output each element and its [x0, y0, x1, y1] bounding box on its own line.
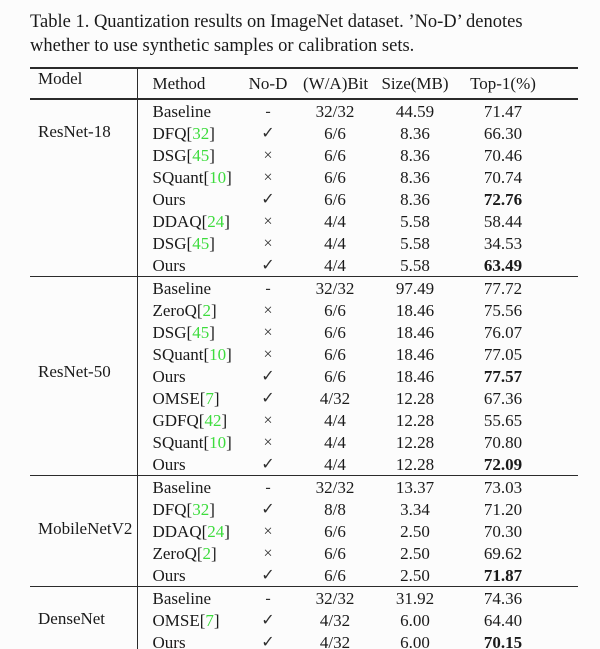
spacer-cell: [543, 631, 578, 649]
top1-cell: 55.65: [483, 410, 523, 430]
check-icon: ✓: [261, 501, 275, 518]
column-header-top1: Top-1(%): [463, 68, 543, 99]
model-label: MobileNetV2: [38, 519, 133, 538]
no-data-cell: [233, 542, 303, 564]
size-cell: 8.36: [400, 167, 430, 187]
bits-cell: 6/6: [324, 565, 346, 585]
no-data-cell: [233, 476, 303, 499]
no-data-cell: [233, 498, 303, 520]
spacer-cell: [543, 321, 578, 343]
method-cell: Ours: [137, 254, 233, 277]
model-cell: [30, 99, 137, 277]
citation-link[interactable]: 32: [192, 499, 210, 519]
size-cell: 5.58: [400, 255, 430, 275]
table-row: [30, 277, 578, 300]
no-data-cell: [233, 387, 303, 409]
bits-cell: 4/32: [319, 388, 351, 408]
spacer-cell: [543, 564, 578, 587]
no-data-cell: [233, 122, 303, 144]
size-cell: 8.36: [400, 123, 430, 143]
method-cell: DSG[45]: [137, 321, 233, 343]
method-cell: ZeroQ[2]: [137, 542, 233, 564]
top1-cell: 70.15: [483, 632, 523, 649]
citation-link[interactable]: 32: [192, 123, 210, 143]
size-cell: 18.46: [395, 344, 435, 364]
cross-icon: ×: [263, 302, 273, 319]
no-data-cell: [233, 609, 303, 631]
spacer-cell: [543, 520, 578, 542]
size-cell: 97.49: [367, 277, 463, 300]
top1-cell: 77.57: [483, 366, 523, 386]
citation-link[interactable]: 45: [192, 145, 210, 165]
top1-cell: 74.36: [463, 587, 543, 610]
table-row: [30, 587, 578, 610]
size-cell: 2.50: [400, 521, 430, 541]
spacer-cell: [543, 587, 578, 610]
method-cell: Ours: [137, 564, 233, 587]
spacer-cell: [543, 254, 578, 277]
no-data-cell: [233, 299, 303, 321]
spacer-cell: [543, 453, 578, 476]
citation-link[interactable]: 45: [192, 233, 210, 253]
spacer-cell: [543, 99, 578, 122]
bits-cell: 6/6: [324, 366, 346, 386]
top1-cell: 70.80: [483, 432, 523, 452]
bits-cell: 6/6: [324, 189, 346, 209]
bits-cell: 32/32: [303, 476, 367, 499]
method-cell: DSG[45]: [137, 232, 233, 254]
top1-cell: 71.47: [463, 99, 543, 122]
table-body: [30, 99, 578, 649]
method-cell: Baseline: [137, 99, 233, 122]
column-header-method: Method: [137, 68, 233, 99]
top1-cell: 64.40: [483, 610, 523, 630]
top1-cell: 73.03: [463, 476, 543, 499]
column-header-size: Size(MB): [367, 68, 463, 99]
size-cell: 12.28: [395, 432, 435, 452]
method-cell: SQuant[10]: [137, 166, 233, 188]
method-cell: SQuant[10]: [137, 431, 233, 453]
dash-mark: -: [265, 280, 271, 297]
top1-cell: 63.49: [483, 255, 523, 275]
header-spacer-cell: [543, 68, 578, 99]
spacer-cell: [543, 609, 578, 631]
spacer-cell: [543, 232, 578, 254]
no-data-cell: [233, 188, 303, 210]
spacer-cell: [543, 188, 578, 210]
size-cell: 12.28: [395, 410, 435, 430]
method-cell: ZeroQ[2]: [137, 299, 233, 321]
cross-icon: ×: [263, 434, 273, 451]
spacer-cell: [543, 542, 578, 564]
top1-cell: 71.87: [483, 565, 523, 585]
bits-cell: 32/32: [303, 99, 367, 122]
bits-cell: 32/32: [303, 277, 367, 300]
method-cell: GDFQ[42]: [137, 409, 233, 431]
citation-link[interactable]: 24: [207, 211, 225, 231]
size-cell: 13.37: [367, 476, 463, 499]
size-cell: 44.59: [367, 99, 463, 122]
top1-cell: 70.30: [483, 521, 523, 541]
table-caption: [30, 10, 578, 58]
column-header-nod: No-D: [233, 68, 303, 99]
top1-cell: 72.09: [483, 454, 523, 474]
model-label: DenseNet: [38, 609, 106, 628]
no-data-cell: [233, 99, 303, 122]
bits-cell: 6/6: [324, 521, 346, 541]
dash-mark: -: [265, 590, 271, 607]
check-icon: ✓: [261, 390, 275, 407]
bits-cell: 6/6: [324, 123, 346, 143]
no-data-cell: [233, 210, 303, 232]
spacer-cell: [543, 210, 578, 232]
method-cell: Baseline: [137, 587, 233, 610]
cross-icon: ×: [263, 324, 273, 341]
size-cell: 12.28: [395, 454, 435, 474]
no-data-cell: [233, 587, 303, 610]
model-label: ResNet-50: [38, 362, 111, 381]
cross-icon: ×: [263, 213, 273, 230]
check-icon: ✓: [261, 634, 275, 649]
spacer-cell: [543, 409, 578, 431]
top1-cell: 72.76: [483, 189, 523, 209]
top1-cell: 75.56: [483, 300, 523, 320]
no-data-cell: [233, 564, 303, 587]
bits-cell: 4/32: [319, 610, 351, 630]
column-header-model: Model: [30, 68, 137, 99]
method-cell: DFQ[32]: [137, 122, 233, 144]
top1-cell: 76.07: [483, 322, 523, 342]
column-header-bits: (W/A)Bit: [303, 68, 367, 99]
top1-cell: 70.46: [483, 145, 523, 165]
dash-mark: -: [265, 479, 271, 496]
cross-icon: ×: [263, 545, 273, 562]
method-cell: DSG[45]: [137, 144, 233, 166]
spacer-cell: [543, 476, 578, 499]
spacer-cell: [543, 299, 578, 321]
no-data-cell: [233, 321, 303, 343]
spacer-cell: [543, 122, 578, 144]
cross-icon: ×: [263, 412, 273, 429]
size-cell: 5.58: [400, 211, 430, 231]
model-cell: [30, 476, 137, 587]
top1-cell: 77.05: [483, 344, 523, 364]
citation-link[interactable]: 24: [207, 521, 225, 541]
no-data-cell: [233, 277, 303, 300]
bits-cell: 6/6: [324, 167, 346, 187]
top1-cell: 69.62: [483, 543, 523, 563]
method-cell: OMSE[7]: [137, 609, 233, 631]
no-data-cell: [233, 365, 303, 387]
caption-line-1: Table 1. Quantization results on ImageNet dataset. ’No-D’ denotes: [30, 12, 523, 32]
bits-cell: 6/6: [324, 543, 346, 563]
table-row: [30, 476, 578, 499]
size-cell: 12.28: [395, 388, 435, 408]
bits-cell: 6/6: [324, 300, 346, 320]
citation-link[interactable]: 10: [209, 167, 227, 187]
size-cell: 18.46: [395, 322, 435, 342]
caption-line-2: whether to use synthetic samples or calibration sets.: [30, 36, 415, 56]
bits-cell: 4/4: [324, 211, 346, 231]
method-cell: DDAQ[24]: [137, 210, 233, 232]
no-data-cell: [233, 453, 303, 476]
bits-cell: 4/32: [319, 632, 351, 649]
citation-link[interactable]: 2: [202, 543, 212, 563]
no-data-cell: [233, 409, 303, 431]
spacer-cell: [543, 144, 578, 166]
check-icon: ✓: [261, 125, 275, 142]
no-data-cell: [233, 254, 303, 277]
bits-cell: 4/4: [324, 432, 346, 452]
table-row: [30, 99, 578, 122]
spacer-cell: [543, 498, 578, 520]
size-cell: 2.50: [400, 543, 430, 563]
cross-icon: ×: [263, 523, 273, 540]
top1-cell: 66.30: [483, 123, 523, 143]
cross-icon: ×: [263, 147, 273, 164]
top1-cell: 58.44: [483, 211, 523, 231]
check-icon: ✓: [261, 612, 275, 629]
citation-link[interactable]: 42: [204, 410, 222, 430]
size-cell: 18.46: [395, 366, 435, 386]
cross-icon: ×: [263, 169, 273, 186]
check-icon: ✓: [261, 368, 275, 385]
method-cell: DFQ[32]: [137, 498, 233, 520]
no-data-cell: [233, 166, 303, 188]
model-cell: [30, 587, 137, 649]
method-cell: Ours: [137, 188, 233, 210]
size-cell: 5.58: [400, 233, 430, 253]
top1-cell: 67.36: [483, 388, 523, 408]
method-cell: Ours: [137, 365, 233, 387]
no-data-cell: [233, 144, 303, 166]
top1-cell: 77.72: [463, 277, 543, 300]
size-cell: 8.36: [400, 189, 430, 209]
spacer-cell: [543, 277, 578, 300]
spacer-cell: [543, 343, 578, 365]
check-icon: ✓: [261, 257, 275, 274]
citation-link[interactable]: 10: [209, 432, 227, 452]
no-data-cell: [233, 431, 303, 453]
top1-cell: 70.74: [483, 167, 523, 187]
size-cell: 2.50: [400, 565, 430, 585]
top1-cell: 34.53: [483, 233, 523, 253]
method-cell: OMSE[7]: [137, 387, 233, 409]
citation-link[interactable]: 45: [192, 322, 210, 342]
method-cell: DDAQ[24]: [137, 520, 233, 542]
size-cell: 8.36: [400, 145, 430, 165]
header-row: [30, 68, 578, 99]
size-cell: 3.34: [400, 499, 430, 519]
check-icon: ✓: [261, 567, 275, 584]
top1-cell: 71.20: [483, 499, 523, 519]
bits-cell: 4/4: [324, 255, 346, 275]
no-data-cell: [233, 631, 303, 649]
model-label: ResNet-18: [38, 122, 111, 141]
bits-cell: 8/8: [324, 499, 346, 519]
size-cell: 6.00: [400, 632, 430, 649]
citation-link[interactable]: 7: [205, 388, 214, 408]
size-cell: 6.00: [400, 610, 430, 630]
no-data-cell: [233, 232, 303, 254]
citation-link[interactable]: 2: [202, 300, 212, 320]
bits-cell: 32/32: [303, 587, 367, 610]
dash-mark: -: [265, 103, 271, 120]
check-icon: ✓: [261, 456, 275, 473]
cross-icon: ×: [263, 346, 273, 363]
model-cell: [30, 277, 137, 476]
no-data-cell: [233, 343, 303, 365]
method-cell: Baseline: [137, 476, 233, 499]
bits-cell: 4/4: [324, 233, 346, 253]
size-cell: 18.46: [395, 300, 435, 320]
citation-link[interactable]: 7: [205, 610, 214, 630]
size-cell: 31.92: [367, 587, 463, 610]
method-cell: Ours: [137, 453, 233, 476]
results-table: [30, 67, 578, 649]
citation-link[interactable]: 10: [209, 344, 227, 364]
bits-cell: 6/6: [324, 322, 346, 342]
cross-icon: ×: [263, 235, 273, 252]
method-cell: SQuant[10]: [137, 343, 233, 365]
spacer-cell: [543, 431, 578, 453]
check-icon: ✓: [261, 191, 275, 208]
method-cell: Baseline: [137, 277, 233, 300]
spacer-cell: [543, 166, 578, 188]
no-data-cell: [233, 520, 303, 542]
spacer-cell: [543, 387, 578, 409]
bits-cell: 6/6: [324, 145, 346, 165]
bits-cell: 4/4: [324, 410, 346, 430]
bits-cell: 6/6: [324, 344, 346, 364]
method-cell: Ours: [137, 631, 233, 649]
spacer-cell: [543, 365, 578, 387]
bits-cell: 4/4: [324, 454, 346, 474]
